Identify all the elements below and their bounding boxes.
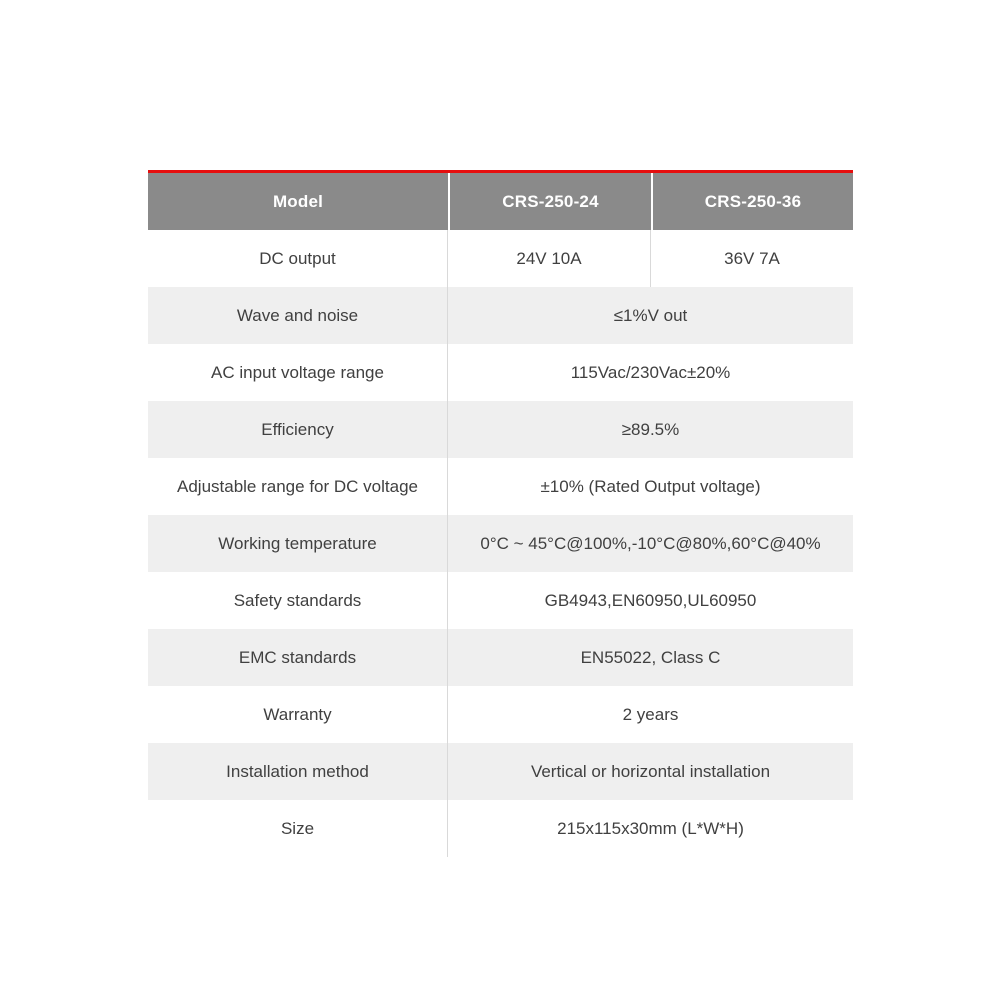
table-row [148, 401, 853, 458]
spec-row-value: EN55022, Class C [580, 647, 721, 667]
table-row [148, 458, 853, 515]
spec-row-label: Safety standards [148, 572, 448, 629]
header-cell-crs-250-24: CRS-250-24 [448, 173, 651, 230]
spec-row-value: 2 years [622, 704, 679, 724]
spec-row-values [448, 629, 853, 686]
spec-row-label: Efficiency [148, 401, 448, 458]
spec-row-value: 215x115x30mm (L*W*H) [557, 818, 744, 838]
spec-row-label: Warranty [148, 686, 448, 743]
table-row [148, 230, 853, 287]
spec-row-value: Vertical or horizontal installation [530, 761, 771, 781]
spec-row-values [448, 401, 853, 458]
spec-row-label: DC output [148, 230, 448, 287]
spec-row-value: 36V 7A [650, 230, 853, 287]
spec-row-values [448, 344, 853, 401]
spec-row-label: Installation method [148, 743, 448, 800]
spec-row-label: AC input voltage range [148, 344, 448, 401]
spec-row-label: Size [148, 800, 448, 857]
spec-row-label: Adjustable range for DC voltage [148, 458, 448, 515]
table-row [148, 743, 853, 800]
spec-row-values [448, 686, 853, 743]
table-row [148, 800, 853, 857]
header-cell-crs-250-36: CRS-250-36 [651, 173, 853, 230]
spec-row-value: GB4943,EN60950,UL60950 [544, 590, 757, 610]
spec-row-value: ≤1%V out [613, 305, 688, 325]
spec-table-header-row [148, 173, 853, 230]
table-row [148, 287, 853, 344]
spec-row-value: 24V 10A [516, 248, 582, 268]
spec-row-value: ±10% (Rated Output voltage) [540, 476, 761, 496]
table-row [148, 515, 853, 572]
spec-table [148, 170, 853, 857]
table-row [148, 629, 853, 686]
spec-row-value: 0°C ~ 45°C@100%,-10°C@80%,60°C@40% [480, 533, 821, 553]
table-row [148, 344, 853, 401]
spec-row-values [448, 287, 853, 344]
spec-row-values [448, 743, 853, 800]
header-cell-model: Model [272, 191, 324, 211]
spec-row-value: 115Vac/230Vac±20% [570, 362, 731, 382]
spec-row-label: Wave and noise [148, 287, 448, 344]
table-row [148, 572, 853, 629]
spec-row-values [448, 572, 853, 629]
spec-row-label: Working temperature [148, 515, 448, 572]
spec-table-body [148, 230, 853, 857]
spec-row-values [448, 230, 853, 287]
spec-row-value: ≥89.5% [621, 419, 680, 439]
table-row [148, 686, 853, 743]
spec-row-label: EMC standards [148, 629, 448, 686]
spec-row-values [448, 458, 853, 515]
spec-row-values [448, 800, 853, 857]
spec-row-values [448, 515, 853, 572]
